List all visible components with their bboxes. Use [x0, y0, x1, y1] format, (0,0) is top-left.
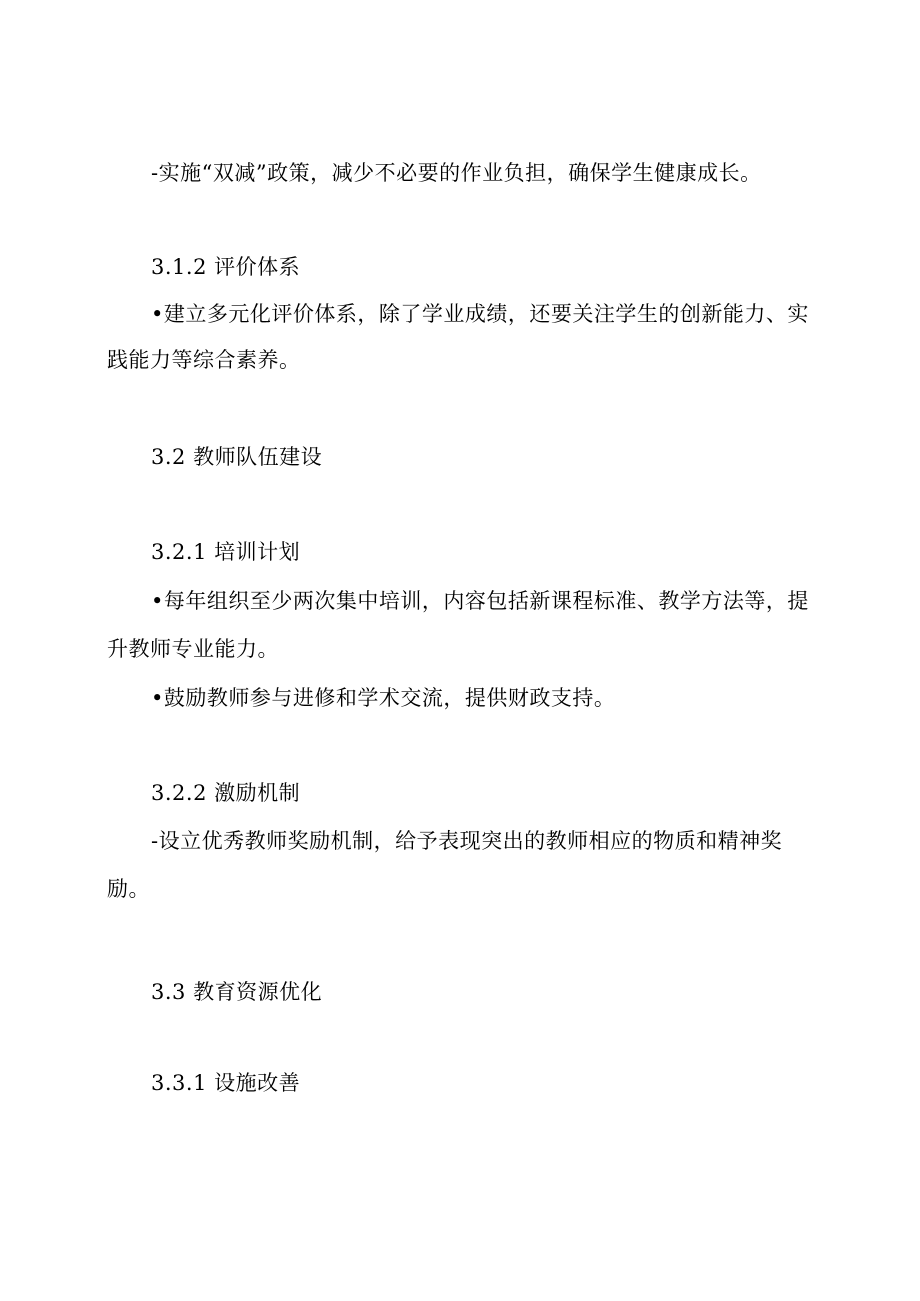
bullet-item-continuation: 践能力等综合素养。 [107, 348, 301, 372]
bullet-item: •鼓励教师参与进修和学术交流，提供财政支持。 [151, 686, 616, 710]
section-heading: 3.2.1 培训计划 [151, 540, 301, 564]
section-heading: 3.3.1 设施改善 [151, 1071, 301, 1095]
section-heading: 3.2.2 激励机制 [151, 781, 301, 805]
section-heading: 3.1.2 评价体系 [151, 255, 301, 279]
bullet-item: -设立优秀教师奖励机制，给予表现突出的教师相应的物质和精神奖 [151, 829, 783, 853]
bullet-item: -实施“双减”政策，减少不必要的作业负担，确保学生健康成长。 [151, 161, 762, 185]
bullet-item: •建立多元化评价体系，除了学业成绩，还要关注学生的创新能力、实 [151, 302, 809, 326]
bullet-item-continuation: 励。 [107, 877, 150, 901]
section-heading: 3.2 教师队伍建设 [151, 445, 323, 469]
section-heading: 3.3 教育资源优化 [151, 980, 323, 1004]
bullet-item-continuation: 升教师专业能力。 [107, 637, 279, 661]
bullet-item: •每年组织至少两次集中培训，内容包括新课程标准、教学方法等，提 [151, 589, 809, 613]
